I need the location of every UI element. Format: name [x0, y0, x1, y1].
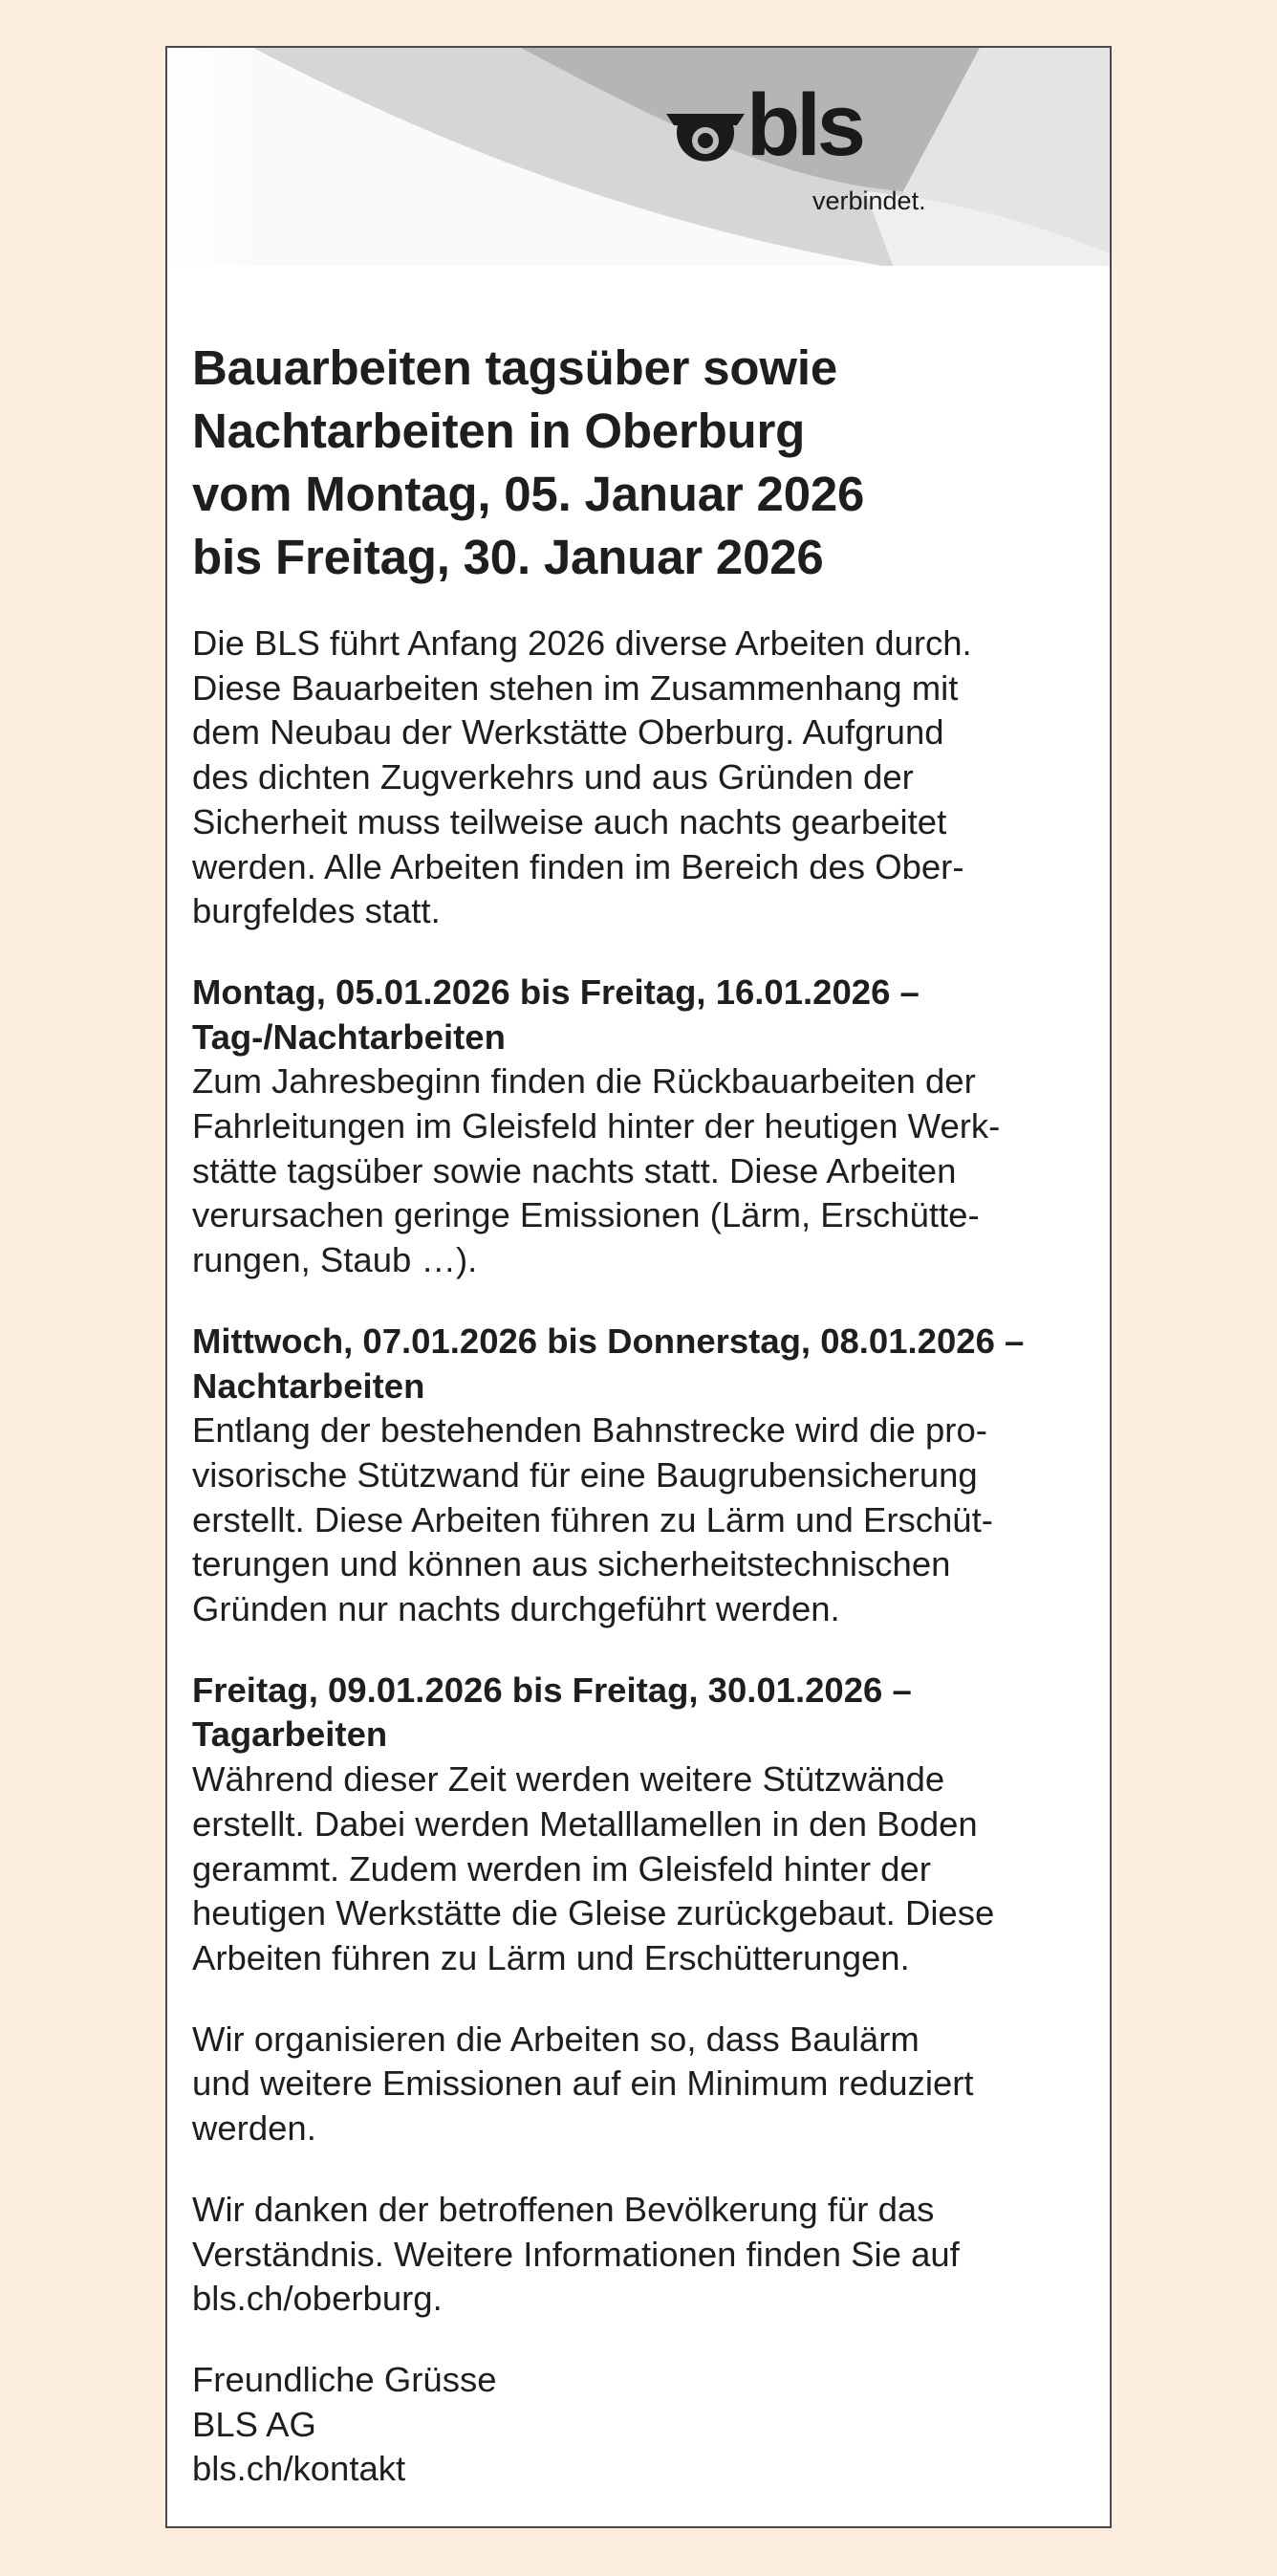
- work-period-section: [192, 1669, 1091, 1981]
- section-heading-line: Nachtarbeiten: [192, 1365, 425, 1406]
- text-line: Fahrleitungen im Gleisfeld hinter der heutigen Werk-: [192, 1106, 1001, 1146]
- paragraph: [192, 2188, 1091, 2322]
- text-line: Sicherheit muss teilweise auch nachts gearbeitet: [192, 801, 947, 841]
- text-line: Diese Bauarbeiten stehen im Zusammenhang mit: [192, 667, 959, 708]
- text-line: Wir organisieren die Arbeiten so, dass Baulärm: [192, 2019, 920, 2059]
- text-line: erstellt. Diese Arbeiten führen zu Lärm und Erschüt-: [192, 1499, 993, 1539]
- logo-wordmark: bls: [747, 76, 862, 174]
- work-period-section: [192, 971, 1091, 1283]
- text-line: verursachen geringe Emissionen (Lärm, Erschütte-: [192, 1195, 980, 1235]
- section-heading-line: Mittwoch, 07.01.2026 bis Donnerstag, 08.01.2026 –: [192, 1321, 1025, 1361]
- title-line: vom Montag, 05. Januar 2026: [192, 467, 865, 521]
- title-line: Nachtarbeiten in Oberburg: [192, 404, 806, 458]
- text-line: Wir danken der betroffenen Bevölkerung für das: [192, 2189, 935, 2229]
- text-line: dem Neubau der Werkstätte Oberburg. Aufgrund: [192, 712, 944, 753]
- text-line: stätte tagsüber sowie nachts statt. Diese Arbeiten: [192, 1150, 957, 1190]
- text-line: bls.ch/oberburg.: [192, 2279, 443, 2319]
- text-line: rungen, Staub …).: [192, 1240, 478, 1280]
- text-line: gerammt. Zudem werden im Gleisfeld hinter der: [192, 1848, 931, 1888]
- text-line: werden. Alle Arbeiten finden im Bereich des Ober-: [192, 846, 964, 886]
- work-period-section: [192, 1320, 1091, 1632]
- text-line: heutigen Werkstätte die Gleise zurückgebaut. Diese: [192, 1893, 995, 1933]
- header-graphic: [167, 48, 1110, 268]
- text-line: Entlang der bestehenden Bahnstrecke wird die pro-: [192, 1410, 987, 1451]
- text-line: Arbeiten führen zu Lärm und Erschütterungen.: [192, 1937, 910, 1977]
- text-line: Während dieser Zeit werden weitere Stützwände: [192, 1759, 945, 1800]
- section-heading-line: Montag, 05.01.2026 bis Freitag, 16.01.2026 –: [192, 971, 920, 1012]
- paragraph: [192, 2358, 1091, 2492]
- title-line: bis Freitag, 30. Januar 2026: [192, 530, 824, 584]
- section-heading-line: Tag-/Nachtarbeiten: [192, 1016, 506, 1057]
- text-line: bls.ch/kontakt: [192, 2449, 406, 2489]
- paragraph: [192, 622, 1091, 934]
- notice-title: [192, 337, 1091, 589]
- bls-logo: [666, 76, 926, 225]
- section-heading-line: Tagarbeiten: [192, 1714, 388, 1755]
- text-line: burgfeldes statt.: [192, 891, 441, 931]
- text-line: und weitere Emissionen auf ein Minimum reduziert: [192, 2063, 974, 2104]
- text-line: des dichten Zugverkehrs und aus Gründen der: [192, 757, 914, 797]
- title-line: Bauarbeiten tagsüber sowie: [192, 340, 837, 395]
- text-line: erstellt. Dabei werden Metalllamellen in den Boden: [192, 1803, 978, 1844]
- text-line: BLS AG: [192, 2404, 316, 2444]
- text-line: Gründen nur nachts durchgeführt werden.: [192, 1589, 840, 1629]
- text-line: Zum Jahresbeginn finden die Rückbauarbeiten der: [192, 1061, 976, 1102]
- text-line: Verständnis. Weitere Informationen finden Sie auf: [192, 2234, 960, 2274]
- section-heading-line: Freitag, 09.01.2026 bis Freitag, 30.01.2026 –: [192, 1670, 912, 1710]
- text-line: terungen und können aus sicherheitstechnischen: [192, 1544, 951, 1584]
- text-line: Die BLS führt Anfang 2026 diverse Arbeiten durch.: [192, 623, 972, 663]
- text-line: visorische Stützwand für eine Baugrubensicherung: [192, 1454, 978, 1495]
- paragraph: [192, 2018, 1091, 2151]
- text-line: Freundliche Grüsse: [192, 2359, 497, 2399]
- notice-content: [192, 337, 1091, 2528]
- notice-frame: [165, 46, 1112, 2528]
- text-line: werden.: [192, 2108, 316, 2149]
- logo-tagline: verbindet.: [812, 186, 926, 215]
